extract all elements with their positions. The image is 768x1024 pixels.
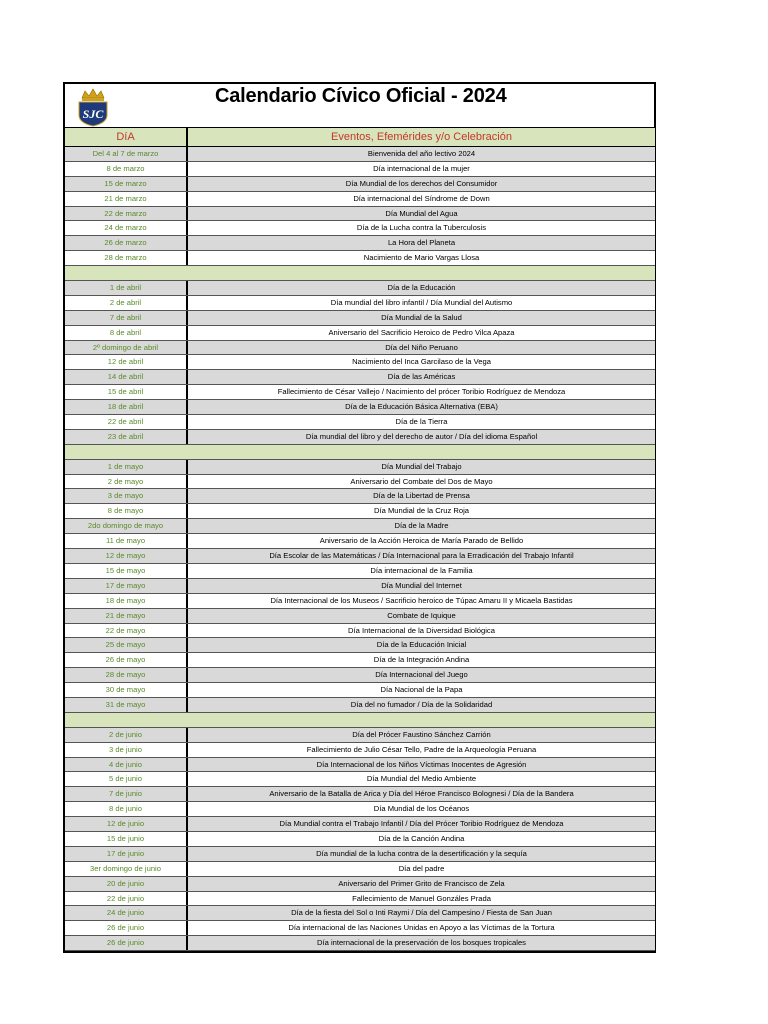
event-cell: Día de la fiesta del Sol o Inti Raymi / Día del Campesino / Fiesta de San Juan [188, 906, 655, 920]
event-cell: Día internacional de la preservación de los bosques tropicales [188, 936, 655, 950]
table-row [65, 355, 655, 370]
table-row [65, 832, 655, 847]
day-cell: Del 4 al 7 de marzo [65, 147, 188, 161]
day-cell: 1 de mayo [65, 460, 188, 474]
table-row [65, 877, 655, 892]
day-cell: 2 de mayo [65, 475, 188, 489]
day-cell: 26 de mayo [65, 653, 188, 667]
event-cell: Día Mundial de los derechos del Consumidor [188, 177, 655, 191]
school-crest-logo [73, 87, 113, 127]
event-cell: Fallecimiento de Manuel Gonzáles Prada [188, 892, 655, 906]
event-cell: Día Mundial del Agua [188, 207, 655, 221]
event-cell: Día de la Madre [188, 519, 655, 533]
day-cell: 12 de abril [65, 355, 188, 369]
table-row [65, 311, 655, 326]
day-cell: 18 de mayo [65, 594, 188, 608]
table-row [65, 534, 655, 549]
event-cell: Día Internacional de los Niños Víctimas Inocentes de Agresión [188, 758, 655, 772]
month-separator [65, 445, 655, 460]
table-row [65, 221, 655, 236]
table-row [65, 743, 655, 758]
header-day: DíA [65, 128, 188, 146]
day-cell: 26 de marzo [65, 236, 188, 250]
day-cell: 15 de marzo [65, 177, 188, 191]
event-cell: Día de la Integración Andina [188, 653, 655, 667]
table-row [65, 579, 655, 594]
page-title: Calendario Cívico Oficial - 2024 [215, 85, 507, 107]
day-cell: 21 de marzo [65, 192, 188, 206]
day-cell: 14 de abril [65, 370, 188, 384]
day-cell: 17 de junio [65, 847, 188, 861]
event-cell: Fallecimiento de César Vallejo / Nacimiento del prócer Toribio Rodríguez de Mendoza [188, 385, 655, 399]
header-event: Eventos, Efemérides y/o Celebración [331, 131, 512, 143]
table-row [65, 906, 655, 921]
table-row [65, 847, 655, 862]
day-cell: 23 de abril [65, 430, 188, 444]
table-row [65, 936, 655, 951]
table-row [65, 385, 655, 400]
event-cell: Día Nacional de la Papa [188, 683, 655, 697]
event-cell: Aniversario de la Batalla de Arica y Día del Héroe Francisco Bolognesi / Día de la Bandera [188, 787, 655, 801]
event-cell: Día internacional de la Familia [188, 564, 655, 578]
table-row [65, 758, 655, 773]
day-cell: 31 de mayo [65, 698, 188, 712]
day-cell: 2 de abril [65, 296, 188, 310]
event-cell: Día Internacional de la Diversidad Biológica [188, 624, 655, 638]
day-cell: 7 de junio [65, 787, 188, 801]
event-cell: Nacimiento del Inca Garcilaso de la Vega [188, 355, 655, 369]
table-row [65, 162, 655, 177]
table-row [65, 326, 655, 341]
day-cell: 3er domingo de junio [65, 862, 188, 876]
event-cell: Aniversario de la Acción Heroica de María Parado de Bellido [188, 534, 655, 548]
table-row [65, 341, 655, 356]
table-row [65, 504, 655, 519]
day-cell: 25 de mayo [65, 638, 188, 652]
table-header [63, 128, 656, 147]
day-cell: 15 de junio [65, 832, 188, 846]
logo-text: SJC [82, 107, 104, 121]
table-row [65, 489, 655, 504]
calendar-sheet [63, 82, 656, 953]
table-row [65, 192, 655, 207]
day-cell: 22 de marzo [65, 207, 188, 221]
day-cell: 17 de mayo [65, 579, 188, 593]
table-row [65, 251, 655, 266]
month-separator [65, 713, 655, 728]
day-cell: 11 de mayo [65, 534, 188, 548]
event-cell: Día del padre [188, 862, 655, 876]
event-cell: Día Internacional de los Museos / Sacrificio heroico de Túpac Amaru II y Micaela Bastidas [188, 594, 655, 608]
day-cell: 22 de abril [65, 415, 188, 429]
event-cell: Día del Niño Peruano [188, 341, 655, 355]
events-table [63, 147, 656, 953]
day-cell: 8 de abril [65, 326, 188, 340]
event-cell: Nacimiento de Mario Vargas Llosa [188, 251, 655, 265]
event-cell: Combate de Iquique [188, 609, 655, 623]
event-cell: Día internacional del Síndrome de Down [188, 192, 655, 206]
event-cell: La Hora del Planeta [188, 236, 655, 250]
event-cell: Día de la Educación Básica Alternativa (EBA) [188, 400, 655, 414]
day-cell: 26 de junio [65, 921, 188, 935]
event-cell: Día Escolar de las Matemáticas / Día Internacional para la Erradicación del Trabajo Infantil [188, 549, 655, 563]
table-row [65, 207, 655, 222]
day-cell: 22 de junio [65, 892, 188, 906]
table-row [65, 638, 655, 653]
table-row [65, 683, 655, 698]
event-cell: Día de la Educación [188, 281, 655, 295]
day-cell: 22 de mayo [65, 624, 188, 638]
event-cell: Día internacional de la mujer [188, 162, 655, 176]
table-row [65, 668, 655, 683]
month-separator [65, 266, 655, 281]
event-cell: Día mundial del libro infantil / Día Mundial del Autismo [188, 296, 655, 310]
table-row [65, 430, 655, 445]
table-row [65, 921, 655, 936]
event-cell: Día de la Libertad de Prensa [188, 489, 655, 503]
event-cell: Día de la Educación Inicial [188, 638, 655, 652]
day-cell: 2 de junio [65, 728, 188, 742]
event-cell: Fallecimiento de Julio César Tello, Padre de la Arqueología Peruana [188, 743, 655, 757]
table-row [65, 236, 655, 251]
table-row [65, 415, 655, 430]
event-cell: Día de la Tierra [188, 415, 655, 429]
event-cell: Aniversario del Primer Grito de Francisco de Zela [188, 877, 655, 891]
day-cell: 26 de junio [65, 936, 188, 950]
day-cell: 4 de junio [65, 758, 188, 772]
day-cell: 15 de mayo [65, 564, 188, 578]
day-cell: 2º domingo de abril [65, 341, 188, 355]
event-cell: Día de la Canción Andina [188, 832, 655, 846]
day-cell: 3 de mayo [65, 489, 188, 503]
table-row [65, 564, 655, 579]
day-cell: 28 de marzo [65, 251, 188, 265]
day-cell: 1 de abril [65, 281, 188, 295]
table-row [65, 400, 655, 415]
table-row [65, 147, 655, 162]
table-row [65, 609, 655, 624]
event-cell: Día de las Américas [188, 370, 655, 384]
event-cell: Día Mundial de la Salud [188, 311, 655, 325]
event-cell: Aniversario del Combate del Dos de Mayo [188, 475, 655, 489]
table-row [65, 862, 655, 877]
day-cell: 30 de mayo [65, 683, 188, 697]
table-row [65, 370, 655, 385]
title-box [63, 82, 656, 128]
day-cell: 7 de abril [65, 311, 188, 325]
day-cell: 28 de mayo [65, 668, 188, 682]
day-cell: 21 de mayo [65, 609, 188, 623]
day-cell: 8 de mayo [65, 504, 188, 518]
day-cell: 12 de junio [65, 817, 188, 831]
table-row [65, 728, 655, 743]
event-cell: Día del Prócer Faustino Sánchez Carrión [188, 728, 655, 742]
day-cell: 2do domingo de mayo [65, 519, 188, 533]
table-row [65, 802, 655, 817]
table-row [65, 772, 655, 787]
table-row [65, 519, 655, 534]
event-cell: Día mundial de la lucha contra de la desertificación y la sequía [188, 847, 655, 861]
day-cell: 12 de mayo [65, 549, 188, 563]
event-cell: Bienvenida del año lectivo 2024 [188, 147, 655, 161]
event-cell: Día Mundial del Medio Ambiente [188, 772, 655, 786]
event-cell: Día mundial del libro y del derecho de autor / Día del idioma Español [188, 430, 655, 444]
event-cell: Día de la Lucha contra la Tuberculosis [188, 221, 655, 235]
event-cell: Día Mundial del Trabajo [188, 460, 655, 474]
table-row [65, 281, 655, 296]
event-cell: Día Internacional del Juego [188, 668, 655, 682]
table-row [65, 594, 655, 609]
event-cell: Día Mundial contra el Trabajo Infantil / Día del Prócer Toribio Rodríguez de Mendoza [188, 817, 655, 831]
day-cell: 24 de marzo [65, 221, 188, 235]
table-row [65, 698, 655, 713]
table-row [65, 624, 655, 639]
event-cell: Día del no fumador / Día de la Solidaridad [188, 698, 655, 712]
event-cell: Día Mundial de los Océanos [188, 802, 655, 816]
event-cell: Día internacional de las Naciones Unidas en Apoyo a las Víctimas de la Tortura [188, 921, 655, 935]
day-cell: 18 de abril [65, 400, 188, 414]
event-cell: Aniversario del Sacrificio Heroico de Pedro Vilca Apaza [188, 326, 655, 340]
day-cell: 15 de abril [65, 385, 188, 399]
table-row [65, 475, 655, 490]
event-cell: Día Mundial del Internet [188, 579, 655, 593]
event-cell: Día Mundial de la Cruz Roja [188, 504, 655, 518]
table-row [65, 892, 655, 907]
table-row [65, 549, 655, 564]
day-cell: 3 de junio [65, 743, 188, 757]
day-cell: 8 de junio [65, 802, 188, 816]
day-cell: 5 de junio [65, 772, 188, 786]
table-row [65, 653, 655, 668]
day-cell: 8 de marzo [65, 162, 188, 176]
table-row [65, 817, 655, 832]
table-row [65, 787, 655, 802]
table-row [65, 460, 655, 475]
table-row [65, 296, 655, 311]
table-row [65, 177, 655, 192]
day-cell: 24 de junio [65, 906, 188, 920]
day-cell: 20 de junio [65, 877, 188, 891]
